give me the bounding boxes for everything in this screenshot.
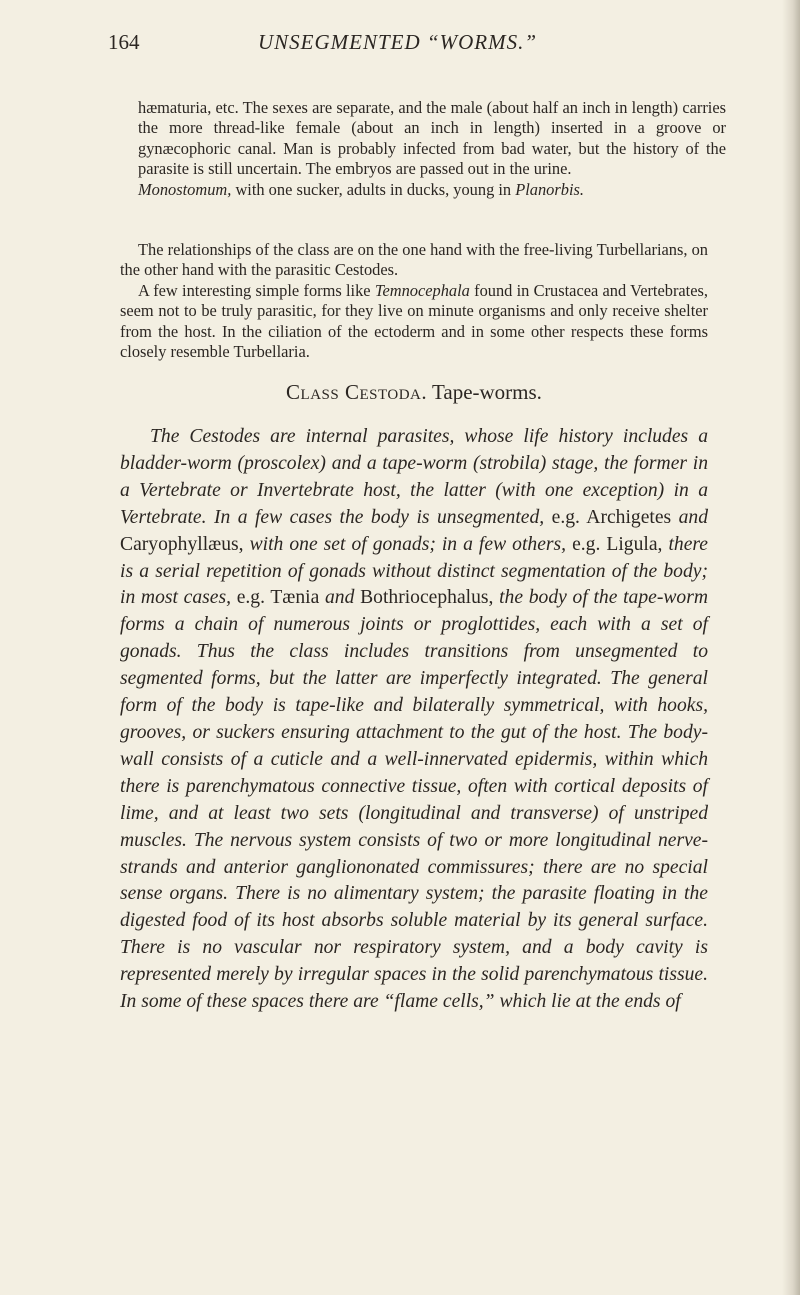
genus-monostomum: Monostomum, [138, 179, 232, 199]
page-header [108, 30, 708, 64]
page-number: 164 [108, 30, 140, 54]
section-heading [120, 380, 708, 405]
paragraph-haematuria: hæmaturia, etc. The sexes are separate, and the male (about half an inch in length) carries the more thread-like female (about an inch in length) inserted in a groove or gynæcophoric canal. Man is probably infected from bad water, but the history of the parasite is still uncertain. The embryos are passed out in the urine. [138, 98, 726, 179]
hang-paragraph [120, 98, 726, 200]
genus-planorbis: Planorbis. [515, 179, 584, 199]
genus-temnocephala: Temnocephala [374, 280, 470, 300]
page-edge-shadow [782, 0, 800, 1295]
class-summary [120, 424, 708, 1016]
paragraph-monostomum: Monostomum, with one sucker, adults in ducks, young in Planorbis. [138, 179, 584, 199]
class-label: Class Cestoda. [286, 380, 428, 404]
paragraph-temnocephala: A few interesting simple forms like Temnocephala found in Crustacea and Vertebrates, seem not to be truly parasitic, for they live on minute organisms and only receive shelter from the host. In the ciliation of the ectoderm and in some other respects these forms closely resemble Turbellaria. [120, 280, 708, 362]
summary-paragraph: The Cestodes are internal parasites, whose life history includes a bladder-worm (proscolex) and a tape-worm (strobila) stage, the former in a Vertebrate or Invertebrate host, the latter (with one exception) in a Vertebrate. In a few cases the body is unsegmented, e.g. Archigetes and Caryophyllæus, with one set of gonads; in a few others, e.g. Ligula, there is a serial repetition of gonads without distinct segmentation of the body; in most cases, e.g. Tænia and Bothriocephalus, the body of the tape-worm forms a chain of numerous joints or proglottides, each with a set of gonads. Thus the class includes transitions from unsegmented to segmented forms, but the latter are imperfectly integrated. The general form of the body is tape-like and bilaterally symmetrical, with hooks, grooves, or suckers ensuring attachment to the gut of the host. The body-wall consists of a cuticle and a well-innervated epidermis, within which there is parenchymatous connective tissue, often with cortical deposits of lime, and at least two sets (longitudinal and transverse) of unstriped muscles. The nervous system consists of two or more longitudinal nerve-strands and anterior gangliononated commissures; there are no special sense organs. There is no alimentary system; the parasite floating in the digested food of its host absorbs soluble material by its general surface. There is no vascular nor respiratory system, and a body cavity is represented merely by irregular spaces in the solid parenchymatous tissue. In some of these spaces there are “flame cells,” which lie at the ends of [120, 426, 709, 1013]
paragraph-relationships: The relationships of the class are on the one hand with the free-living Turbellarians, on the other hand with the parasitic Cestodes. [120, 240, 708, 280]
body-paragraphs [120, 240, 708, 362]
running-title: UNSEGMENTED “WORMS.” [258, 30, 538, 54]
common-name: Tape-worms. [427, 380, 542, 404]
